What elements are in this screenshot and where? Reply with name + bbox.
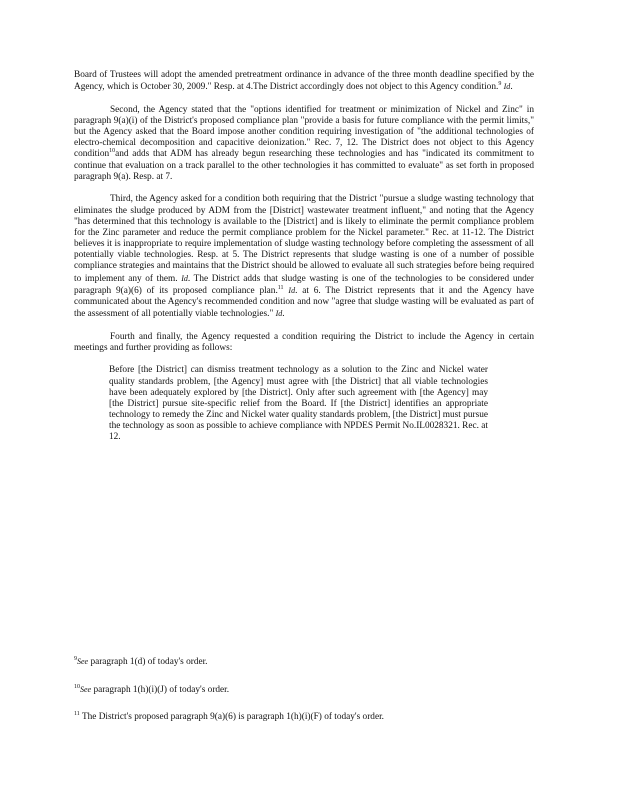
footnote-number: 10 <box>74 684 80 691</box>
document-body <box>74 70 534 444</box>
id-citation: Id <box>275 308 283 318</box>
id-citation: Id <box>503 82 511 92</box>
paragraph-2-text-b: and adds that ADM has already begun researching these technologies and has "indicated its commitment to continue that evaluation on a track parallel to the other technologies it has committed to evaluate" as set forth in proposed paragraph 9(a). Resp. at 7. <box>74 149 534 182</box>
footnotes <box>74 656 534 739</box>
paragraph-3-text-c: . at 6. The District represents that it and the Agency have communicated about the Agency's recommended condition and now "agree that sludge wasting will be evaluated as part of the assessment of all potentially viable technologies." <box>74 285 534 319</box>
footnote-number: 11 <box>74 711 80 718</box>
footnote-ref-9: 9 <box>498 81 502 88</box>
footnote-ref-11: 11 <box>277 284 284 291</box>
paragraph-4: Fourth and finally, the Agency requested a condition requiring the District to include the Agency in certain meetings and further providing as follows: <box>74 331 534 353</box>
footnote-number: 9 <box>74 655 77 662</box>
paragraph-1: Board of Trustees will adopt the amended pretreatment ordinance in advance of the three month deadline specified by the Agency, which is October 30, 2009." Resp. at 4.The District accordingly does not object to this Agency condition.$^9$ Id. <box>74 70 534 93</box>
paragraph-2-text-a: Second, the Agency stated that the "options identified for treatment or minimization of Nickel and Zinc" in paragraph 9(a)(i) of the District's proposed compliance plan "provide a basis for future compliance with the permit limits," but the Agency asked that the Board impose another condition requiring investigation of "the additional technologies of electro-chemical decomposition and capacitive deionization." Rec. 7, 12. The District does not object to this Agency condition <box>74 104 534 160</box>
footnote-10 <box>74 684 534 696</box>
see-signal: See <box>77 657 89 666</box>
paragraph-3: Third, the Agency asked for a condition both requiring that the District "pursue a sludge wasting technology that eliminates the sludge produced by ADM from the [District] wastewater treatment influent," and noting that the Agency "has determined that this technology is available to the [District] and is likely to eliminate the permit compliance problem for the Zinc parameter and reduce the permit compliance problem for the Nickel parameter." Rec. at 11-12. The District believes it is inappropriate to require implementation of sludge wasting technology before completing the assessment of all potentially viable technologies. Resp. at 5. The District represents that sludge wasting is one of a number of possible compliance strategies and maintains that the District should be allowed to evaluate all such strategies before being required to implement any of them. Id. The District adds that sludge wasting is one of the technologies to be considered under paragraph 9(a)(6) of its proposed compliance plan.$^{11}$ Id. at 6. The District represents that it and the Agency have communicated about the Agency's recommended condition and now "agree that sludge wasting will be evaluated as part of the assessment of all potentially viable technologies." Id. <box>74 194 534 319</box>
id-citation: Id <box>181 273 188 283</box>
paragraph-2 <box>74 105 534 183</box>
id-citation: Id <box>288 285 296 295</box>
footnote-text: paragraph 1(d) of today's order. <box>90 657 208 667</box>
see-signal: See <box>80 685 92 695</box>
footnote-text: paragraph 1(h)(i)(J) of today's order. <box>93 685 230 696</box>
footnote-11 <box>74 712 534 723</box>
paragraph-1-text: Board of Trustees will adopt the amended pretreatment ordinance in advance of the three month deadline specified by the Agency, which is October 30, 2009." Resp. at 4.The District accordingly does not object to this Agency condition. <box>74 70 534 93</box>
paragraph-3-text-b: . The District adds that sludge wasting is one of the technologies to be considered under paragraph 9(a)(6) of its proposed compliance plan. <box>74 273 534 296</box>
footnote-9 <box>74 656 534 668</box>
footnote-text: The District's proposed paragraph 9(a)(6) is paragraph 1(h)(i)(F) of today's order. <box>81 712 384 723</box>
block-quote: Before [the District] can dismiss treatment technology as a solution to the Zinc and Nickel water quality standards problem, [the Agency] must agree with [the District] that all viable technologies have been adequately explored by [the District]. Only after such agreement with [the Agency] may [the District] pursue site-specific relief from the Board. If [the District] identifies an appropriate technology to remedy the Zinc and Nickel water quality standards problem, [the District] must pursue the technology as soon as possible to achieve compliance with NPDES Permit No.IL0028321. Rec. at 12. <box>109 365 488 443</box>
paragraph-3-text-a: Third, the Agency asked for a condition both requiring that the District "pursue a sludge wasting technology that eliminates the sludge produced by ADM from the [District] wastewater treatment influent," and noting that the Agency "has determined that this technology is available to the [District] and is likely to eliminate the permit compliance problem for the Zinc parameter and reduce the permit compliance problem for the Nickel parameter." Rec. at 11-12. The District believes it is inappropriate to require implementation of sludge wasting technology before completing the assessment of all potentially viable technologies. Resp. at 5. The District represents that sludge wasting is one of a number of possible compliance strategies and maintains that the District should be allowed to evaluate all such strategies before being required to implement any of them. <box>74 194 534 284</box>
footnote-ref-10: 10 <box>109 148 116 155</box>
